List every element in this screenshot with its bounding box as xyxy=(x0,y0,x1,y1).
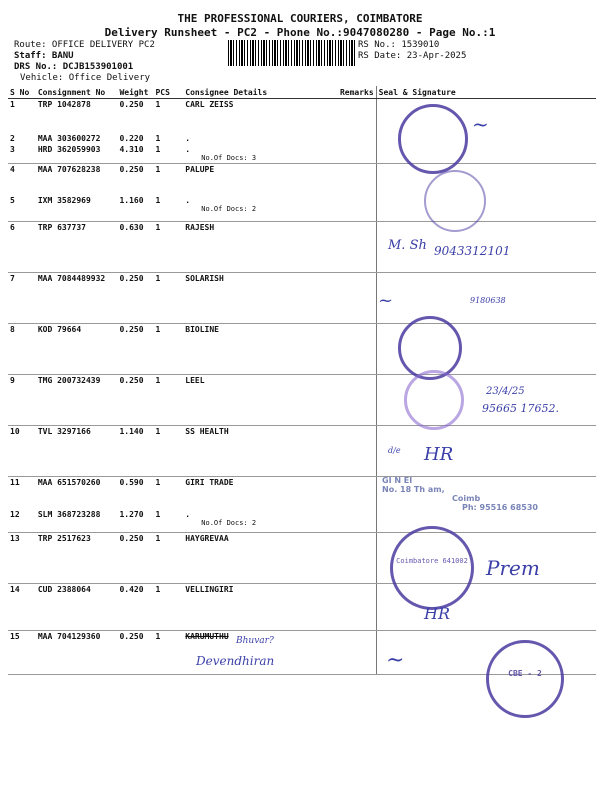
row-consignment: MAA 303600272 xyxy=(37,133,101,143)
row-consignee xyxy=(183,144,338,164)
row-sno: 12 xyxy=(8,509,36,532)
table-row xyxy=(8,99,596,133)
row-remarks xyxy=(338,221,376,272)
row-consignment: TMG 200732439 xyxy=(36,374,118,425)
row-weight: 0.420 xyxy=(117,583,153,630)
handwritten-phone: 9043312101 xyxy=(434,244,511,258)
row-weight: 0.250 xyxy=(119,100,144,109)
row-weight: 1.160 xyxy=(117,195,153,221)
row-sno: 15 xyxy=(8,630,36,674)
row-remarks xyxy=(338,144,376,164)
handwritten-name: Prem xyxy=(486,556,540,580)
company-seal-stamp xyxy=(486,640,564,718)
handwritten-name: Devendhiran xyxy=(196,654,275,668)
row-remarks xyxy=(338,374,376,425)
handwritten-note: d/e xyxy=(388,446,401,455)
row-pcs: 1 xyxy=(153,323,183,374)
row-consignment: KOD 79664 xyxy=(36,323,118,374)
company-seal-stamp xyxy=(398,104,468,174)
company-seal-stamp xyxy=(404,370,464,430)
runsheet-table xyxy=(8,86,596,675)
table-row xyxy=(8,323,596,374)
row-seal xyxy=(376,509,596,532)
row-remarks xyxy=(338,133,376,144)
stamp-line: Ph: 95516 68530 xyxy=(462,503,538,512)
rs-date: RS Date: 23-Apr-2025 xyxy=(358,51,467,61)
row-consignee: GIRI TRADE xyxy=(185,477,234,487)
docs-count: No.Of Docs: 2 xyxy=(201,519,257,527)
col-weight: Weight xyxy=(117,86,153,99)
table-row xyxy=(8,195,596,221)
rs-no: RS No.: 1539010 xyxy=(358,40,440,50)
row-consignment: MAA 7084489932 xyxy=(36,272,118,323)
signature: ~ xyxy=(378,290,394,311)
consignee-text: . xyxy=(185,510,191,519)
drs-label: DRS No.: DCJB153901001 xyxy=(14,62,134,72)
row-sno: 10 xyxy=(8,425,36,476)
row-consignee: PALUPE xyxy=(185,164,215,174)
row-remarks xyxy=(338,163,376,195)
row-consignment: HRD 362059903 xyxy=(36,144,118,164)
handwritten-initials: HR xyxy=(424,444,454,465)
row-consignment: MAA 707628238 xyxy=(37,164,101,174)
row-consignee: LEEL xyxy=(183,374,338,425)
row-sno: 7 xyxy=(8,272,36,323)
row-weight: 0.250 xyxy=(117,272,153,323)
route-label: Route: OFFICE DELIVERY PC2 xyxy=(14,40,155,50)
row-weight: 0.590 xyxy=(119,477,144,487)
row-weight: 0.250 xyxy=(117,630,153,674)
row-pcs: 1 xyxy=(153,532,183,583)
row-sno: 5 xyxy=(8,195,36,221)
signature: ~ xyxy=(472,112,489,136)
row-weight: 4.310 xyxy=(117,144,153,164)
handwritten-name: M. Sh xyxy=(388,238,427,253)
row-consignment: TVL 3297166 xyxy=(36,425,118,476)
row-pcs: 1 xyxy=(155,477,161,487)
row-pcs: 1 xyxy=(153,374,183,425)
staff-label: Staff: BANU xyxy=(14,51,74,61)
consignee-text: . xyxy=(185,144,191,154)
row-weight: 0.630 xyxy=(117,221,153,272)
row-sno: 1 xyxy=(10,100,15,109)
table-row xyxy=(8,272,596,323)
row-seal xyxy=(376,425,596,476)
table-header xyxy=(8,86,596,99)
row-sno: 14 xyxy=(8,583,36,630)
row-weight: 0.250 xyxy=(119,164,144,174)
row-pcs: 1 xyxy=(155,133,161,143)
row-pcs: 1 xyxy=(155,100,161,109)
row-sno: 2 xyxy=(10,133,15,143)
company-seal-stamp xyxy=(390,526,474,610)
row-sno: 8 xyxy=(8,323,36,374)
row-consignee: . xyxy=(185,133,191,143)
row-sno: 4 xyxy=(10,164,15,174)
row-remarks xyxy=(338,323,376,374)
row-sno: 13 xyxy=(8,532,36,583)
row-remarks xyxy=(338,509,376,532)
table-row xyxy=(8,425,596,476)
table-row xyxy=(8,509,596,532)
row-consignment: IXM 3582969 xyxy=(36,195,118,221)
row-consignment: SLM 368723288 xyxy=(36,509,118,532)
row-remarks xyxy=(338,532,376,583)
col-sno: S No xyxy=(8,86,36,99)
table-row xyxy=(8,583,596,630)
row-remarks xyxy=(338,99,376,133)
row-pcs: 1 xyxy=(153,583,183,630)
barcode xyxy=(228,40,356,66)
row-remarks xyxy=(338,425,376,476)
stamp-text: CBE - 2 xyxy=(508,669,542,678)
row-consignee: SOLARISH xyxy=(183,272,338,323)
row-consignee: BIOLINE xyxy=(183,323,338,374)
row-pcs: 1 xyxy=(153,425,183,476)
row-remarks xyxy=(338,476,376,509)
row-consignee: VELLINGIRI xyxy=(183,583,338,630)
runsheet-subtitle: Delivery Runsheet - PC2 - Phone No.:9047080280 - Page No.:1 xyxy=(104,26,496,39)
row-consignee: SS HEALTH xyxy=(183,425,338,476)
col-consignment: Consignment No xyxy=(36,86,118,99)
row-sno: 11 xyxy=(10,477,20,487)
row-remarks xyxy=(338,630,376,674)
row-remarks xyxy=(338,272,376,323)
row-consignment: TRP 2517623 xyxy=(36,532,118,583)
row-weight: 0.220 xyxy=(119,133,144,143)
docs-count: No.Of Docs: 3 xyxy=(201,153,257,162)
row-consignment: CUD 2388064 xyxy=(36,583,118,630)
row-weight: 0.250 xyxy=(117,323,153,374)
stamp-text: Coimbatore 641002 xyxy=(396,557,468,565)
handwritten-date: 23/4/25 xyxy=(486,386,525,397)
table-row xyxy=(8,144,596,164)
row-consignee: HAYGREVAA xyxy=(183,532,338,583)
row-consignment: MAA 704129360 xyxy=(36,630,118,674)
row-pcs: 1 xyxy=(153,509,183,532)
row-consignment: TRP 637737 xyxy=(36,221,118,272)
col-consignee: Consignee Details xyxy=(183,86,338,99)
col-seal: Seal & Signature xyxy=(376,86,596,99)
row-weight: 1.270 xyxy=(117,509,153,532)
row-remarks xyxy=(338,195,376,221)
row-consignee xyxy=(183,195,338,221)
row-pcs: 1 xyxy=(153,272,183,323)
col-remarks: Remarks xyxy=(338,86,376,99)
table-row xyxy=(8,163,596,195)
row-consignee: CARL ZEISS xyxy=(185,100,234,109)
company-seal-stamp xyxy=(424,170,486,232)
row-consignment: MAA 651570260 xyxy=(37,477,101,487)
row-consignee: RAJESH xyxy=(183,221,338,272)
table-row xyxy=(8,133,596,144)
row-weight: 0.250 xyxy=(117,374,153,425)
handwritten-initials: HR xyxy=(424,604,450,623)
address-stamp xyxy=(382,476,582,512)
vehicle-label: Vehicle: Office Delivery xyxy=(20,73,151,83)
row-consignment: TRP 1042878 xyxy=(37,100,91,109)
docs-count: No.Of Docs: 2 xyxy=(201,205,257,213)
signature: ~ xyxy=(386,648,405,673)
row-pcs: 1 xyxy=(153,221,183,272)
row-sno: 9 xyxy=(8,374,36,425)
row-pcs: 1 xyxy=(153,630,183,674)
row-consignee xyxy=(183,509,338,532)
stamp-line: Coimb xyxy=(452,494,481,503)
row-pcs: 1 xyxy=(153,144,183,164)
row-weight: 1.140 xyxy=(117,425,153,476)
handwritten-phone: 95665 17652. xyxy=(482,402,559,415)
consignee-text: KARUMUTHU xyxy=(185,631,229,641)
handwritten-note: 9180638 xyxy=(470,296,506,305)
row-seal xyxy=(376,195,596,221)
row-weight: 0.250 xyxy=(117,532,153,583)
row-pcs: 1 xyxy=(155,164,161,174)
table-row xyxy=(8,374,596,425)
col-pcs: PCS xyxy=(153,86,183,99)
handwritten-name: Bhuvar? xyxy=(236,636,274,646)
company-title: THE PROFESSIONAL COURIERS, COIMBATORE xyxy=(177,12,423,25)
row-remarks xyxy=(338,583,376,630)
stamp-line: GI N EI xyxy=(382,476,413,485)
row-seal xyxy=(376,163,596,195)
stamp-line: No. 18 Th am, xyxy=(382,485,445,494)
row-sno: 3 xyxy=(8,144,36,164)
row-pcs: 1 xyxy=(153,195,183,221)
row-sno: 6 xyxy=(8,221,36,272)
consignee-text: . xyxy=(185,196,191,205)
row-seal xyxy=(376,630,596,674)
